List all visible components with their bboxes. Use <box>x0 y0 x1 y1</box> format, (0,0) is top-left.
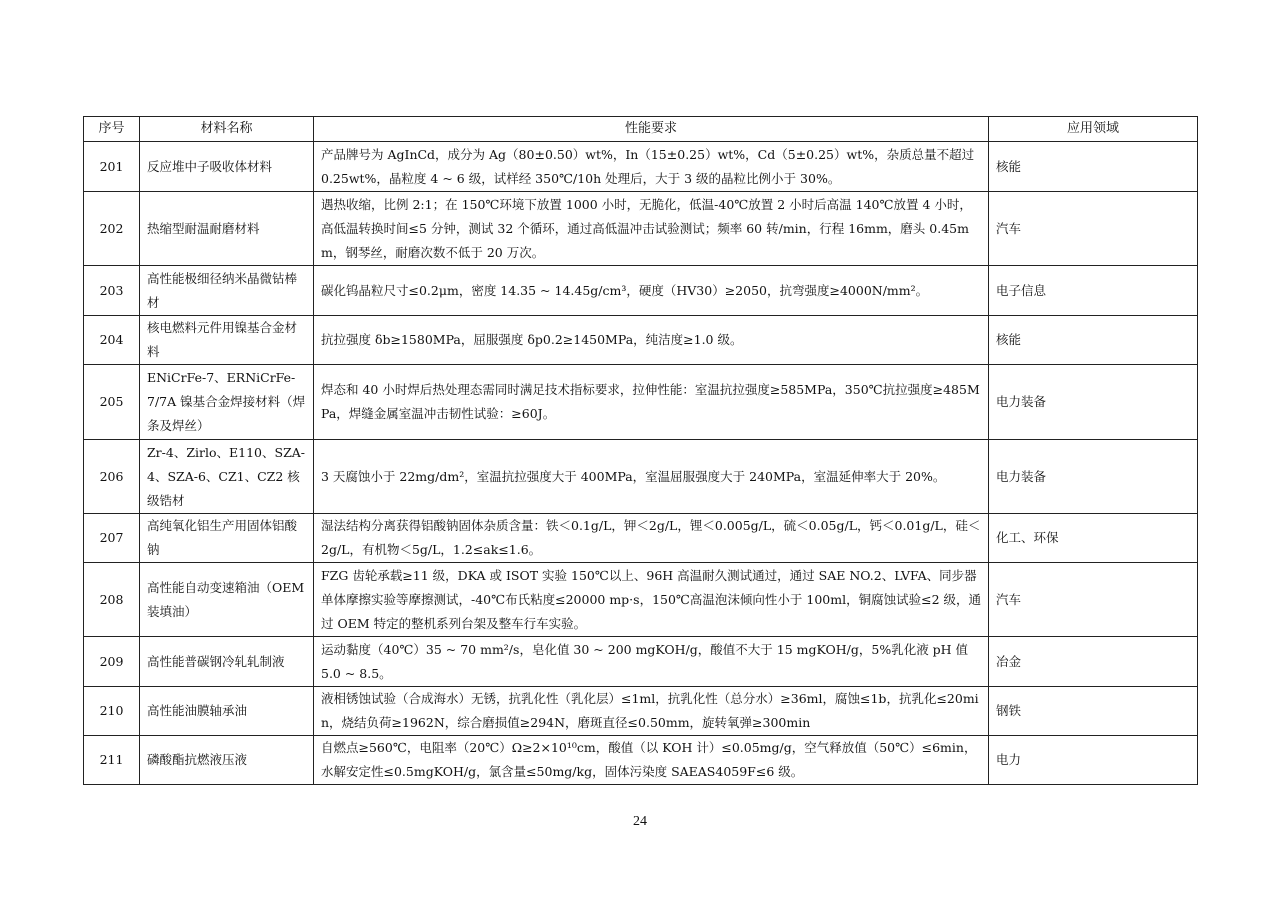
row-number: 209 <box>84 637 140 687</box>
application-field: 核能 <box>989 142 1198 192</box>
table-row <box>84 514 1198 563</box>
application-field: 汽车 <box>989 192 1198 266</box>
application-field: 电力装备 <box>989 365 1198 440</box>
application-field: 电力 <box>989 736 1198 785</box>
material-name: 高性能自动变速箱油（OEM 装填油） <box>140 563 314 637</box>
performance-requirement: 抗拉强度 δb≥1580MPa，屈服强度 δp0.2≥1450MPa，纯洁度≥1.0 级。 <box>314 316 989 365</box>
header-material-name: 材料名称 <box>140 117 314 142</box>
material-name: 核电燃料元件用镍基合金材料 <box>140 316 314 365</box>
performance-requirement: 湿法结构分离获得铝酸钠固体杂质含量：铁＜0.1g/L，钾＜2g/L，锂＜0.005g/L，硫＜0.05g/L，钙＜0.01g/L，硅＜2g/L，有机物＜5g/L，1.2≤ak≤1.6。 <box>314 514 989 563</box>
application-field: 冶金 <box>989 637 1198 687</box>
row-number: 206 <box>84 440 140 514</box>
row-number: 211 <box>84 736 140 785</box>
material-name: 高纯氧化铝生产用固体铝酸钠 <box>140 514 314 563</box>
material-name: 热缩型耐温耐磨材料 <box>140 192 314 266</box>
performance-requirement: 运动黏度（40℃）35 ~ 70 mm²/s，皂化值 30 ~ 200 mgKOH/g，酸值不大于 15 mgKOH/g，5%乳化液 pH 值 5.0 ~ 8.5。 <box>314 637 989 687</box>
application-field: 核能 <box>989 316 1198 365</box>
row-number: 205 <box>84 365 140 440</box>
table-row <box>84 142 1198 192</box>
application-field: 钢铁 <box>989 687 1198 736</box>
row-number: 207 <box>84 514 140 563</box>
performance-requirement: 3 天腐蚀小于 22mg/dm²，室温抗拉强度大于 400MPa，室温屈服强度大于 240MPa，室温延伸率大于 20%。 <box>314 440 989 514</box>
application-field: 电力装备 <box>989 440 1198 514</box>
application-field: 化工、环保 <box>989 514 1198 563</box>
row-number: 202 <box>84 192 140 266</box>
performance-requirement: 液相锈蚀试验（合成海水）无锈，抗乳化性（乳化层）≤1ml，抗乳化性（总分水）≥36ml，腐蚀≤1b，抗乳化≤20min，烧结负荷≥1962N，综合磨损值≥294N，磨斑直径≤0.50mm，旋转氧弹≥300min <box>314 687 989 736</box>
performance-requirement: 焊态和 40 小时焊后热处理态需同时满足技术指标要求，拉伸性能：室温抗拉强度≥585MPa，350℃抗拉强度≥485MPa，焊缝金属室温冲击韧性试验：≥60J。 <box>314 365 989 440</box>
table-row <box>84 365 1198 440</box>
performance-requirement: 遇热收缩，比例 2:1；在 150℃环境下放置 1000 小时，无脆化，低温-40℃放置 2 小时后高温 140℃放置 4 小时，高低温转换时间≤5 分钟，测试 32 个循环，通过高低温冲击试验测试；频率 60 转/min，行程 16mm，磨头 0.45mm，钢琴丝，耐磨次数不低于 20 万次。 <box>314 192 989 266</box>
material-name: ENiCrFe-7、ERNiCrFe-7/7A 镍基合金焊接材料（焊条及焊丝） <box>140 365 314 440</box>
row-number: 204 <box>84 316 140 365</box>
material-name: 磷酸酯抗燃液压液 <box>140 736 314 785</box>
application-field: 汽车 <box>989 563 1198 637</box>
table-row <box>84 637 1198 687</box>
material-name: 高性能油膜轴承油 <box>140 687 314 736</box>
row-number: 208 <box>84 563 140 637</box>
page-number: 24 <box>633 814 647 829</box>
header-row <box>84 117 1198 142</box>
performance-requirement: 产品牌号为 AgInCd，成分为 Ag（80±0.50）wt%，In（15±0.25）wt%，Cd（5±0.25）wt%，杂质总量不超过 0.25wt%，晶粒度 4 ~ 6 级，试样经 350℃/10h 处理后，大于 3 级的晶粒比例小于 30%。 <box>314 142 989 192</box>
performance-requirement: FZG 齿轮承载≥11 级，DKA 或 ISOT 实验 150℃以上、96H 高温耐久测试通过，通过 SAE NO.2、LVFA、同步器单体摩擦实验等摩擦测试，-40℃布氏粘度≤20000 mp·s，150℃高温泡沫倾向性小于 100ml，铜腐蚀试验≤2 级，通过 OEM 特定的整机系列台架及整车行车实验。 <box>314 563 989 637</box>
material-name: 反应堆中子吸收体材料 <box>140 142 314 192</box>
table-row <box>84 687 1198 736</box>
material-name: 高性能极细径纳米晶微钻棒材 <box>140 266 314 316</box>
table-row <box>84 316 1198 365</box>
table-body <box>84 142 1198 785</box>
table-row <box>84 266 1198 316</box>
header-number: 序号 <box>84 117 140 142</box>
application-field: 电子信息 <box>989 266 1198 316</box>
row-number: 203 <box>84 266 140 316</box>
table-row <box>84 736 1198 785</box>
table-row <box>84 440 1198 514</box>
performance-requirement: 自燃点≥560℃，电阻率（20℃）Ω≥2×10¹⁰cm，酸值（以 KOH 计）≤0.05mg/g，空气释放值（50℃）≤6min，水解安定性≤0.5mgKOH/g，氯含量≤50mg/kg，固体污染度 SAEAS4059F≤6 级。 <box>314 736 989 785</box>
header-performance-requirement: 性能要求 <box>314 117 989 142</box>
table-row <box>84 192 1198 266</box>
material-name: 高性能普碳钢冷轧轧制液 <box>140 637 314 687</box>
table-header <box>84 117 1198 142</box>
row-number: 201 <box>84 142 140 192</box>
table-row <box>84 563 1198 637</box>
materials-spec-table <box>83 116 1198 785</box>
performance-requirement: 碳化钨晶粒尺寸≤0.2μm，密度 14.35 ~ 14.45g/cm³，硬度（HV30）≥2050，抗弯强度≥4000N/mm²。 <box>314 266 989 316</box>
row-number: 210 <box>84 687 140 736</box>
material-name: Zr-4、Zirlo、E110、SZA-4、SZA-6、CZ1、CZ2 核级锆材 <box>140 440 314 514</box>
header-application-field: 应用领域 <box>989 117 1198 142</box>
